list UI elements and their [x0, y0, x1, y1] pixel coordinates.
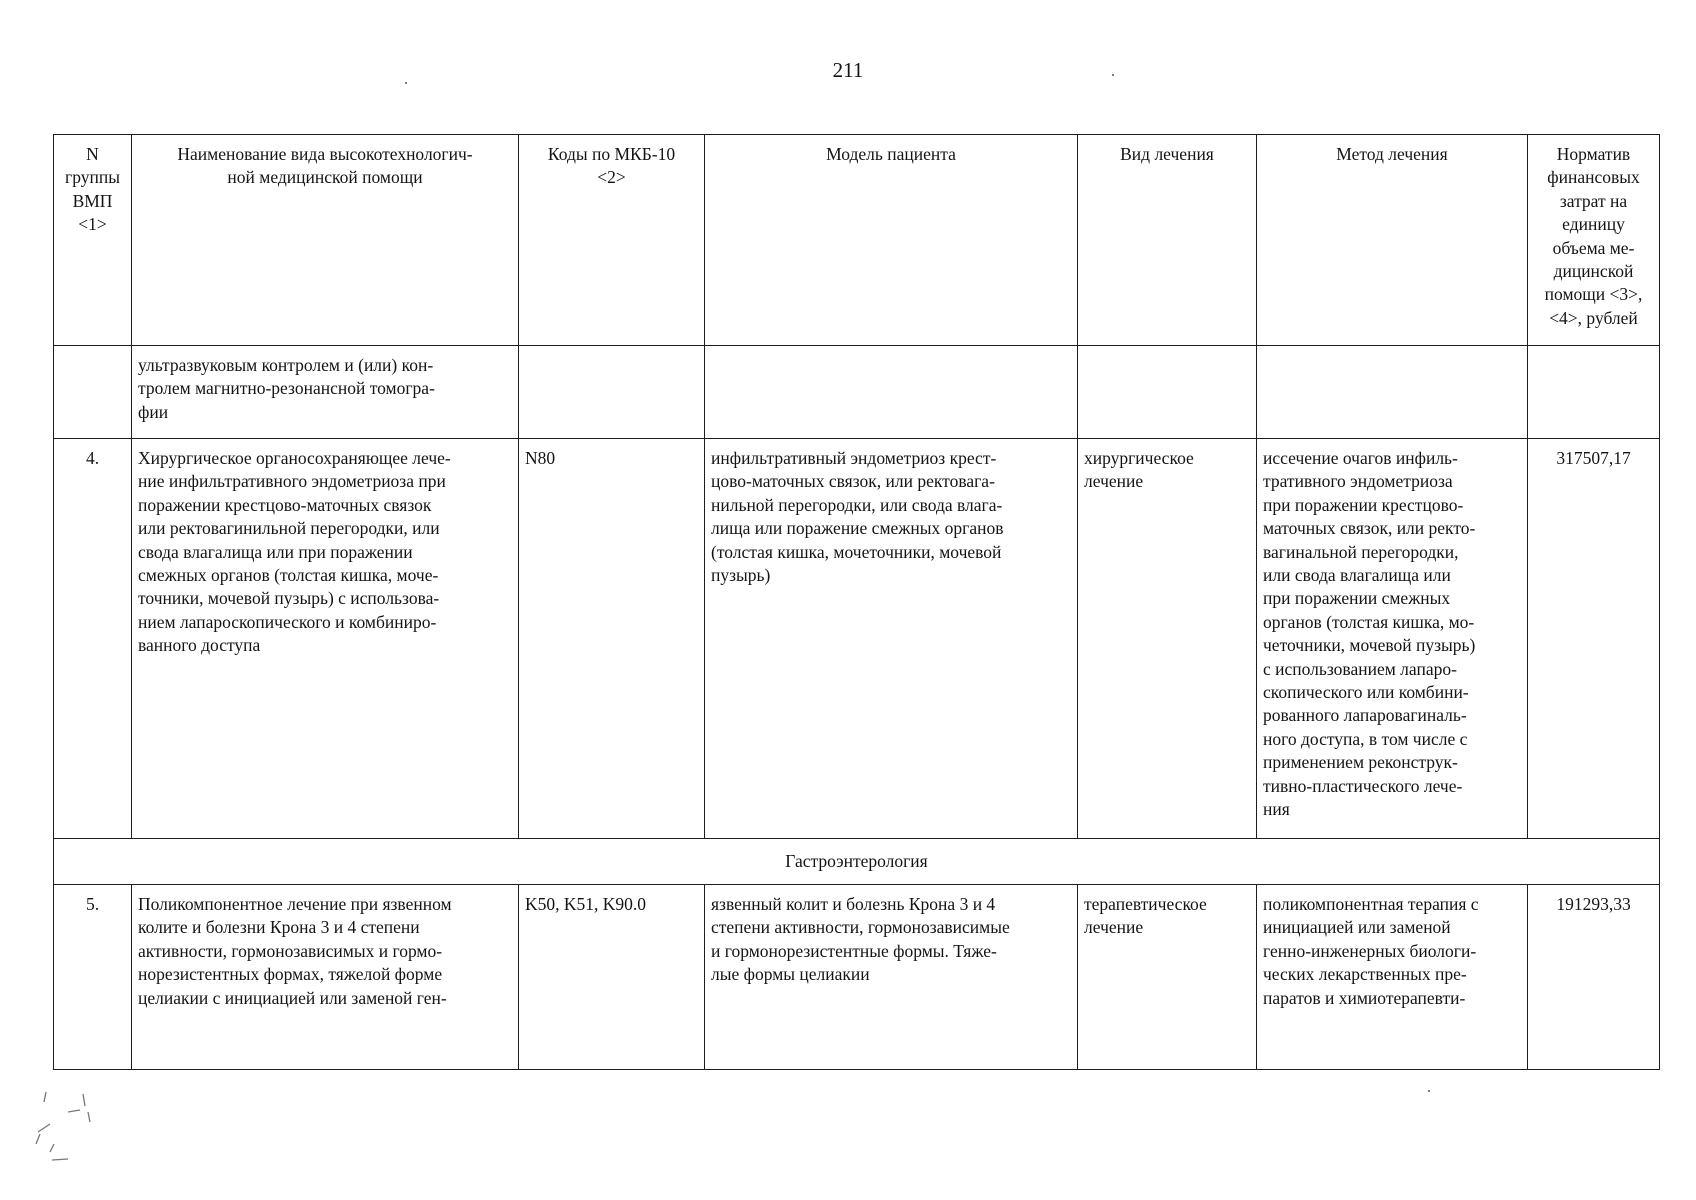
- table-row: [54, 346, 1660, 439]
- header-group-number: N группы ВМП <1>: [54, 135, 132, 346]
- header-cost-norm: Норматив финансовых затрат на единицу объема ме- дицинской помощи <3>, <4>, рублей: [1528, 135, 1660, 346]
- header-treatment-method: Метод лечения: [1257, 135, 1528, 346]
- cell-icd-codes: K50, K51, K90.0: [519, 885, 705, 1070]
- table-header-row: [54, 135, 1660, 346]
- cell-patient-model: инфильтративный эндометриоз крест- цово-маточных связок, или ректовага- нильной перегородки, или свода влага- лища или поражение смежных органов (толстая кишка, мочеточники, мочевой пузырь): [705, 439, 1078, 839]
- cell-treatment-method: иссечение очагов инфиль- тративного эндометриоза при поражении крестцово- маточных связок, или ректо- вагинальной перегородки, или свода влагалища или при поражении смежных органов (толстая кишка, мо- четочники, мочевой пузырь) с использованием лапаро- скопического или комбини- рованного лапаровагиналь- ного доступа, в том числе с применением реконструк- тивно-пластического лече- ния: [1257, 439, 1528, 839]
- cell-icd-codes: [519, 346, 705, 439]
- cell-treatment-type: [1078, 346, 1257, 439]
- scan-speck: [405, 82, 407, 84]
- cell-cost-norm: [1528, 346, 1660, 439]
- section-title: Гастроэнтерология: [54, 839, 1660, 885]
- cell-treatment-method: [1257, 346, 1528, 439]
- cell-treatment-type: хирургическое лечение: [1078, 439, 1257, 839]
- cell-patient-model: язвенный колит и болезнь Крона 3 и 4 степени активности, гормонозависимые и гормонорезистентные формы. Тяже- лые формы целиакии: [705, 885, 1078, 1070]
- header-icd-codes: Коды по МКБ-10 <2>: [519, 135, 705, 346]
- header-patient-model: Модель пациента: [705, 135, 1078, 346]
- header-care-name: Наименование вида высокотехнологич- ной медицинской помощи: [132, 135, 519, 346]
- cell-care-name: Поликомпонентное лечение при язвенном колите и болезни Крона 3 и 4 степени активности, гормонозависимых и гормо- норезистентных формах, тяжелой форме целиакии с инициацией или заменой ген-: [132, 885, 519, 1070]
- scan-speck: [1428, 1090, 1430, 1092]
- cell-group-number: [54, 346, 132, 439]
- page-number: 211: [832, 58, 864, 82]
- cell-group-number: 4.: [54, 439, 132, 839]
- cell-icd-codes: N80: [519, 439, 705, 839]
- scan-mark: [28, 1082, 98, 1162]
- cell-cost-norm: 317507,17: [1528, 439, 1660, 839]
- cell-care-name: ультразвуковым контролем и (или) кон- тролем магнитно-резонансной томогра- фии: [132, 346, 519, 439]
- cell-cost-norm: 191293,33: [1528, 885, 1660, 1070]
- cell-group-number: 5.: [54, 885, 132, 1070]
- header-treatment-type: Вид лечения: [1078, 135, 1257, 346]
- section-row: [54, 839, 1660, 885]
- cell-patient-model: [705, 346, 1078, 439]
- scan-speck: [1112, 74, 1114, 76]
- cell-treatment-type: терапевтическое лечение: [1078, 885, 1257, 1070]
- cell-care-name: Хирургическое органосохраняющее лече- ние инфильтративного эндометриоза при поражении крестцово-маточных связок или ректовагинильной перегородки, или свода влагалища или при поражении смежных органов (толстая кишка, моче- точники, мочевой пузырь) с использова- нием лапароскопического и комбиниро- ванного доступа: [132, 439, 519, 839]
- vmp-table: [53, 134, 1660, 1070]
- table-row: [54, 439, 1660, 839]
- table-row: [54, 885, 1660, 1070]
- cell-treatment-method: поликомпонентная терапия с инициацией или заменой генно-инженерных биологи- ческих лекарственных пре- паратов и химиотерапевти-: [1257, 885, 1528, 1070]
